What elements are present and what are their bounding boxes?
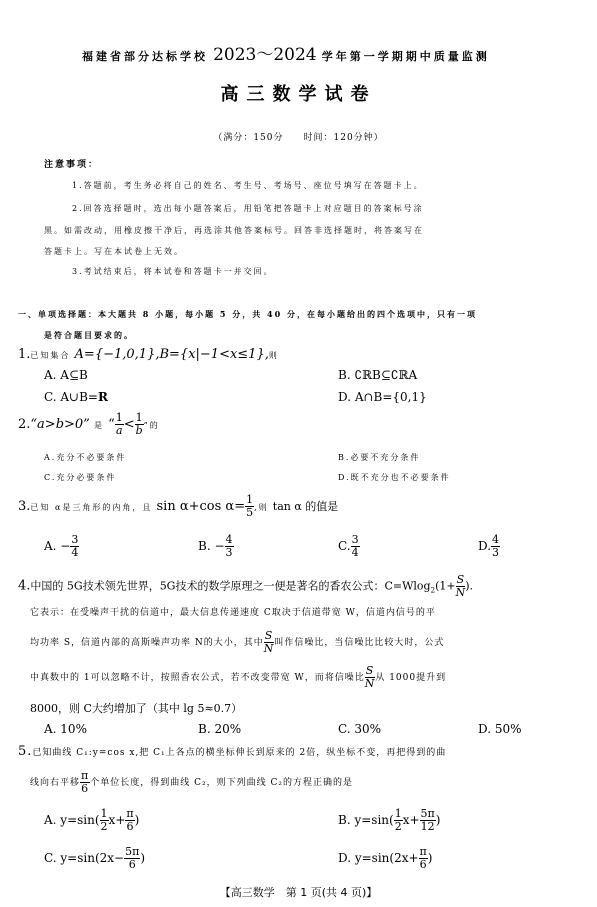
q4-option-a: A. 10%: [44, 722, 87, 736]
frac-den: 4: [351, 546, 359, 559]
q4-line-4: [30, 665, 446, 690]
frac-num: 5π: [420, 807, 435, 820]
question-condition: “a>b>0”: [30, 417, 90, 432]
frac-den: 3: [225, 546, 233, 559]
q3-option-b: [198, 534, 234, 559]
frac-num: 1: [394, 807, 402, 820]
frac-den: 6: [126, 820, 134, 833]
term-name: 学年第一学期期中质量监测: [321, 50, 490, 63]
frac-den: N: [364, 677, 376, 690]
question-1: [18, 347, 279, 362]
option-real-set: R: [97, 390, 108, 404]
option-text: A. y=sin(: [44, 813, 100, 827]
q3-option-a: [44, 534, 79, 559]
option-end: ): [427, 851, 433, 865]
q2-option-b: B.必要不充分条件: [338, 453, 421, 462]
question-stem-end: 则: [268, 351, 279, 360]
question-3: [18, 494, 338, 519]
frac-num: π: [81, 769, 90, 782]
frac-den: N: [455, 586, 466, 599]
question-line-1b: (1+: [435, 579, 456, 593]
question-stem: 已知 α是三角形的内角，且: [30, 503, 153, 512]
question-number: 4.: [18, 578, 31, 594]
q3-option-d: [478, 534, 500, 559]
frac-num: S: [456, 573, 465, 586]
year-range: 2023～2024: [213, 45, 317, 65]
option-mid: x+: [108, 813, 126, 827]
frac-den: 6: [419, 858, 427, 871]
frac-den: 4: [71, 546, 79, 559]
frac-den: b: [135, 424, 143, 437]
question-line-2b: 个单位长度，得到曲线 C₂，则下列曲线 C₂的方程正确的是: [90, 778, 353, 788]
question-stem: 已知集合: [30, 351, 71, 360]
q5-option-a: [44, 808, 139, 833]
frac-num: S: [264, 629, 274, 642]
frac-den: a: [115, 424, 123, 437]
question-number: 1.: [18, 347, 31, 362]
frac-num: π: [126, 807, 134, 820]
page-footer: 【高三数学 第 1 页(共 4 页)】: [219, 886, 378, 899]
frac-den: 12: [420, 820, 435, 833]
question-line-4: 中真数中的 1可以忽略不计，按照香农公式，若不改变带宽 W，而将信噪比: [30, 673, 365, 683]
frac-num: 1: [115, 411, 123, 424]
q5-line-2: [30, 770, 353, 795]
frac-num: 4: [492, 533, 500, 546]
notice-item-2-end: 答题卡上。写在本试卷上无效。: [44, 247, 184, 256]
notice-heading: 注意事项：: [44, 160, 100, 170]
notice-item-1: 1.答题前，考生务必将自己的姓名、考生号、考场号、座位号填写在答题卡上。: [72, 181, 424, 190]
option-text: C. y=sin(2x−: [44, 851, 125, 865]
question-line-4b: 从 1000提升到: [375, 673, 447, 683]
frac-den: 2: [394, 820, 402, 833]
question-line-2: 线向右平移: [30, 778, 81, 788]
frac-num: 5π: [125, 845, 140, 858]
question-math: A={−1,0,1},B={x|−1<x≤1},: [74, 347, 269, 362]
frac-den: 5: [246, 506, 254, 519]
option-end: ): [435, 813, 441, 827]
frac-num: π: [419, 845, 427, 858]
section-heading: 一、单项选择题：本大题共 8 小题，每小题 5 分，共 40 分，在每小题给出的四个选项中，只有一项: [18, 309, 477, 319]
question-2: [18, 412, 160, 437]
frac-den: 6: [81, 782, 90, 795]
option-label: B. −: [198, 539, 225, 553]
q5-option-c: [44, 846, 145, 871]
question-4: 4.中国的 5G技术领先世界，5G技术的数学原理之一便是著名的香农公式：C=Wlog$_2$(1+ $\frac{S}{N}$ ).: [18, 573, 473, 599]
school-name: 福建省部分达标学校: [82, 50, 208, 63]
option-end: ): [140, 851, 146, 865]
q4-option-b: B. 20%: [198, 722, 242, 736]
open-quote: “: [108, 417, 115, 432]
option-label: C.: [338, 539, 351, 553]
school-header: [82, 40, 490, 65]
question-number: 2.: [18, 417, 31, 432]
q4-line-3: [30, 630, 444, 655]
q1-option-c: [44, 390, 108, 404]
question-math: sin α+cos α=: [156, 499, 246, 514]
q1-option-b: B. ∁ℝB⊆∁ℝA: [338, 368, 418, 382]
frac-num: 3: [71, 533, 79, 546]
option-text: D. y=sin(2x+: [338, 851, 419, 865]
q5-option-b: [338, 808, 440, 833]
frac-num: 1: [135, 411, 143, 424]
question-stem-mid: ,则: [254, 503, 269, 512]
frac-num: 3: [351, 533, 359, 546]
question-stem-end: tan α 的值是: [272, 500, 339, 513]
question-line-1: 中国的 5G技术领先世界，5G技术的数学原理之一便是著名的香农公式：C=Wlog: [30, 579, 431, 593]
option-label: D.: [478, 539, 492, 553]
question-line-1: 已知曲线 C₁:y=cos x,把 C₁上各点的横坐标伸长到原来的 2倍，纵坐标不变，再把得到的曲: [32, 748, 447, 758]
frac-num: 4: [225, 533, 233, 546]
frac-num: 1: [100, 807, 108, 820]
frac-den: 3: [492, 546, 500, 559]
section-heading-cont: 是符合题目要求的。: [44, 330, 134, 340]
question-line-1c: ).: [465, 579, 473, 593]
q1-option-d: D. A∩B={0,1}: [338, 390, 427, 404]
q4-line-5: 8000，则 C大约增加了（其中 lg 5≈0.7）: [30, 702, 243, 715]
question-stem: 是: [93, 421, 104, 430]
q1-option-a: A. A⊆B: [44, 368, 88, 382]
frac-num: S: [365, 664, 375, 677]
page-title: 高三数学试卷: [220, 84, 377, 105]
question-5: [18, 744, 446, 759]
score-info: （满分：150分 时间：120分钟）: [213, 133, 384, 143]
q4-option-d: D. 50%: [478, 722, 522, 736]
q2-option-d: D.既不充分也不必要条件: [338, 473, 451, 482]
q2-option-a: A.充分不必要条件: [44, 453, 127, 462]
option-text: C. A∪B=: [44, 390, 98, 404]
q4-option-c: C. 30%: [338, 722, 382, 736]
notice-item-2-cont: 黑。如需改动，用橡皮擦干净后，再选涂其他答案标号。回答非选择题时，将答案写在: [44, 226, 424, 235]
question-number: 3.: [18, 499, 31, 514]
option-mid: x+: [402, 813, 420, 827]
notice-item-3: 3.考试结束后，将本试卷和答题卡一并交回。: [72, 267, 274, 276]
question-stem-end: ”的: [143, 421, 160, 430]
q3-option-c: [338, 534, 360, 559]
less-than: <: [123, 417, 135, 432]
question-line-3: 均功率 S，信道内部的高斯噪声功率 N的大小，其中: [30, 638, 264, 648]
option-label: A. −: [44, 539, 71, 553]
question-line-3b: 叫作信噪比，当信噪比比较大时，公式: [274, 638, 445, 648]
frac-den: 6: [128, 858, 136, 871]
notice-item-2: 2.回答选择题时，选出每小题答案后，用铅笔把答题卡上对应题目的答案标号涂: [72, 204, 424, 213]
question-number: 5.: [18, 744, 33, 759]
frac-den: N: [263, 642, 275, 655]
option-end: ): [134, 813, 140, 827]
option-text: B. y=sin(: [338, 813, 394, 827]
q5-option-d: [338, 846, 432, 871]
frac-num: 1: [246, 493, 254, 506]
q2-option-c: C.充分必要条件: [44, 473, 117, 482]
q4-line-2: 它表示：在受噪声干扰的信道中，最大信息传递速度 C取决于信道带宽 W，信道内信号的平: [30, 608, 436, 618]
frac-den: 2: [100, 820, 108, 833]
